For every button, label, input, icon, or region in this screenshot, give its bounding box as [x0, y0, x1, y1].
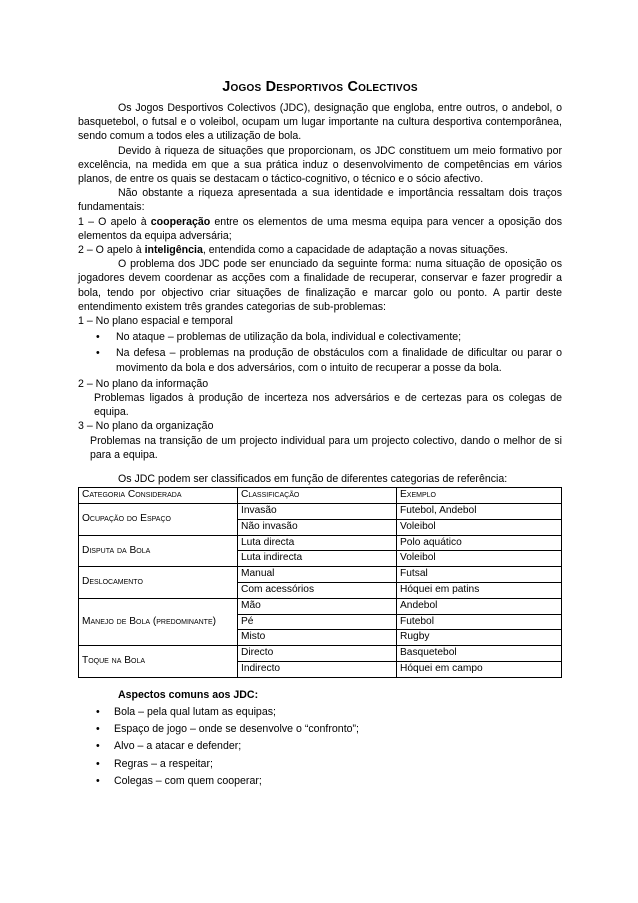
- bullet-icon: •: [96, 740, 100, 753]
- table-header-row: [79, 488, 562, 504]
- example-cell: Andebol: [397, 598, 562, 614]
- example-cell: Futsal: [397, 567, 562, 583]
- table-intro: Os JDC podem ser classificados em função de diferentes categorias de referência:: [118, 473, 508, 486]
- classification-cell: Directo: [238, 646, 397, 662]
- table-row: [79, 646, 562, 662]
- list-item: • No ataque – problemas de utilização da bola, individual e colectivamente;: [96, 331, 462, 344]
- table-row: [79, 535, 562, 551]
- example-cell: Basquetebol: [397, 646, 562, 662]
- bullet-icon: •: [96, 706, 100, 719]
- paragraph-intro: Os Jogos Desportivos Colectivos (JDC), designação que engloba, entre outros, o andebol, o basquetebol, o futsal e o voleibol, ocupam um lugar importante na cultura desportiva contemporânea, sendo comum a todos eles a utilização de bola.: [78, 102, 562, 143]
- category-cell: Manejo de Bola (predominante): [79, 598, 238, 645]
- category-cell: Ocupação do Espaço: [79, 504, 238, 536]
- bullet-icon: •: [96, 774, 100, 787]
- bullet-icon: •: [96, 331, 100, 344]
- list-item: • Regras – a respeitar;: [96, 757, 213, 770]
- classification-cell: Indirecto: [238, 662, 397, 678]
- example-cell: Voleibol: [397, 519, 562, 535]
- paragraph-traits-intro: Não obstante a riqueza apresentada a sua identidade e importância ressaltam dois traços fundamentais:: [78, 187, 562, 214]
- example-cell: Rugby: [397, 630, 562, 646]
- example-cell: Hóquei em campo: [397, 662, 562, 678]
- classification-cell: Luta indirecta: [238, 551, 397, 567]
- trait-cooperation: 1 – O apelo à cooperação entre os elementos de uma mesma equipa para vencer a oposição dos elementos da equipa adversária;: [78, 215, 562, 242]
- list-item: • Na defesa – problemas na produção de obstáculos com a finalidade de dificultar ou parar o movimento da bola e dos adversários, com o intuito de recuperar a posse da bola.: [96, 347, 562, 374]
- example-cell: Voleibol: [397, 551, 562, 567]
- example-cell: Futebol, Andebol: [397, 504, 562, 520]
- list-item: • Colegas – com quem cooperar;: [96, 774, 262, 787]
- classification-cell: Invasão: [238, 504, 397, 520]
- category-cell: Toque na Bola: [79, 646, 238, 678]
- list-item: • Bola – pela qual lutam as equipas;: [96, 706, 276, 719]
- classification-cell: Mão: [238, 598, 397, 614]
- list-item: • Espaço de jogo – onde se desenvolve o “confronto”;: [96, 723, 359, 736]
- classification-cell: Luta directa: [238, 535, 397, 551]
- plan2-text: Problemas ligados à produção de incerteza nos adversários e de certezas para os colegas de equipa.: [94, 392, 562, 419]
- bullet-icon: •: [96, 347, 100, 360]
- bullet-icon: •: [96, 757, 100, 770]
- paragraph-formative: Devido à riqueza de situações que proporcionam, os JDC constituem um meio formativo por excelência, na medida em que a sua prática induz o desenvolvimento de competências em vários planos, de entre os quais se destacam o táctico-cognitivo, o técnico e o sócio afectivo.: [78, 144, 562, 186]
- trait-intelligence: 2 – O apelo à inteligência, entendida como a capacidade de adaptação a novas situações.: [78, 244, 508, 257]
- classification-cell: Misto: [238, 630, 397, 646]
- classification-cell: Não invasão: [238, 519, 397, 535]
- example-cell: Polo aquático: [397, 535, 562, 551]
- aspects-title: Aspectos comuns aos JDC:: [118, 688, 259, 701]
- plan1-list: [78, 330, 562, 375]
- example-cell: Hóquei em patins: [397, 583, 562, 599]
- document-title: Jogos Desportivos Colectivos: [222, 79, 418, 95]
- plan3-text: Problemas na transição de um projecto individual para um projecto colectivo, dando o melhor de si para a equipa.: [90, 434, 562, 461]
- classification-cell: Pé: [238, 614, 397, 630]
- header-category: Categoria Considerada: [79, 488, 238, 504]
- header-classification: Classificação: [238, 488, 397, 504]
- bullet-icon: •: [96, 723, 100, 736]
- table-row: [79, 567, 562, 583]
- document-page: [78, 78, 562, 791]
- table-row: [79, 504, 562, 520]
- classification-cell: Com acessórios: [238, 583, 397, 599]
- plan3-heading: 3 – No plano da organização: [78, 420, 214, 433]
- plan1-heading: 1 – No plano espacial e temporal: [78, 315, 233, 328]
- category-cell: Deslocamento: [79, 567, 238, 599]
- table-row: [79, 598, 562, 614]
- header-example: Exemplo: [397, 488, 562, 504]
- paragraph-problem: O problema dos JDC pode ser enunciado da seguinte forma: numa situação de oposição os jogadores devem coordenar as acções com a finalidade de recuperar, conservar e fazer progredir a bola, tendo por objectivo criar situações de finalização e marcar golo ou ponto. A partir deste entendimento existem três grandes categorias de sub-problemas:: [78, 258, 562, 313]
- aspects-list: [78, 705, 562, 788]
- classification-cell: Manual: [238, 567, 397, 583]
- classification-table: [78, 487, 562, 678]
- example-cell: Futebol: [397, 614, 562, 630]
- list-item: • Alvo – a atacar e defender;: [96, 740, 242, 753]
- plan2-heading: 2 – No plano da informação: [78, 377, 209, 390]
- category-cell: Disputa da Bola: [79, 535, 238, 567]
